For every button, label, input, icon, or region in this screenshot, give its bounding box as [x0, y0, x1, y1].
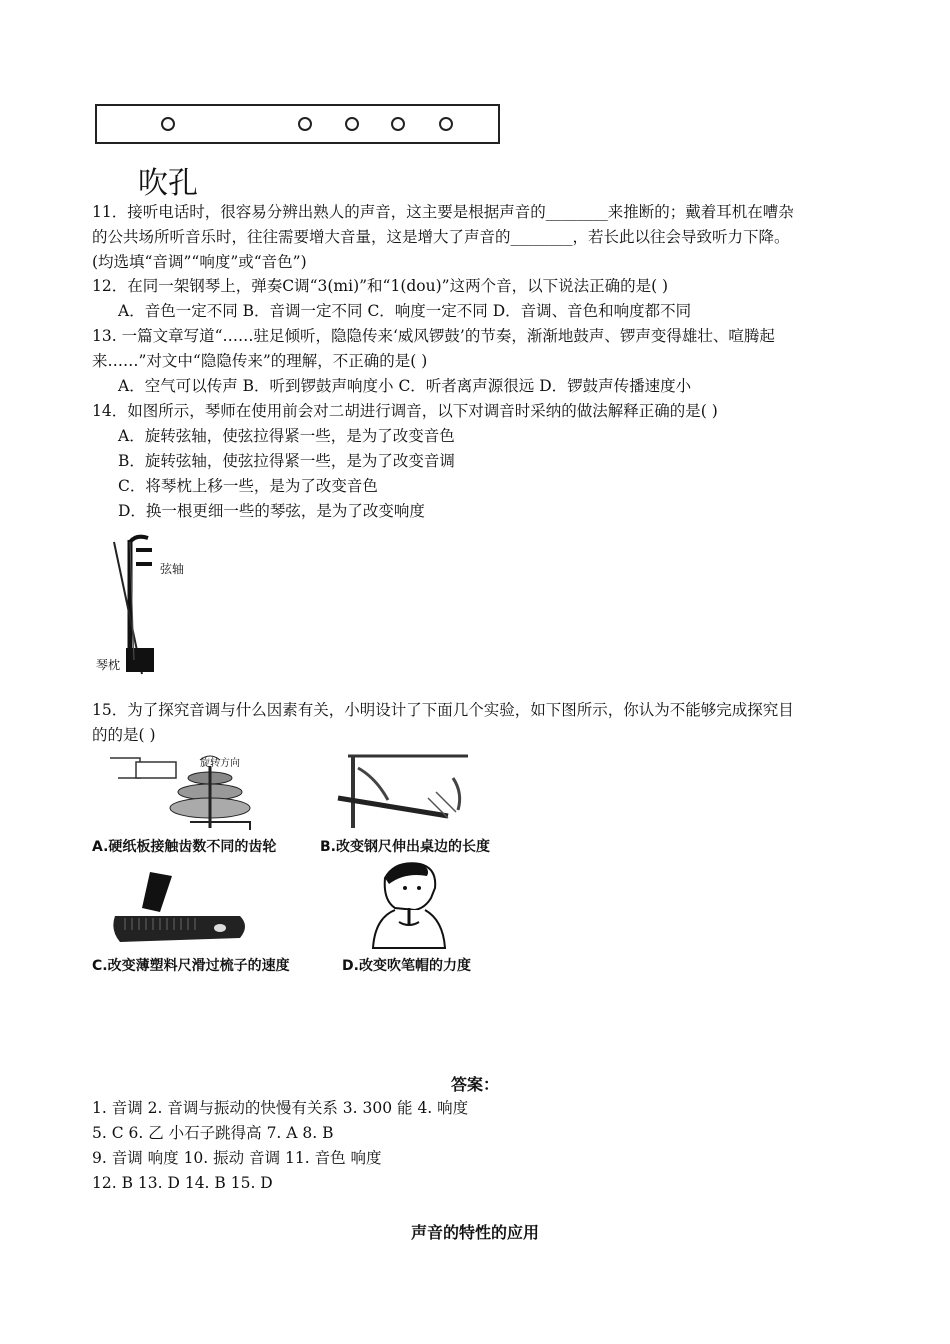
- question-12-stem: 12．在同一架钢琴上，弹奏C调“3(mi)”和“1(dou)”这两个音，以下说法正确的是( ): [92, 277, 669, 295]
- question-14-option-c: C．将琴枕上移一些，是为了改变音色: [118, 477, 378, 495]
- question-12-options: A．音色一定不同 B．音调一定不同 C．响度一定不同 D．音调、音色和响度都不同: [118, 302, 692, 320]
- caption-d: D.改变吹笔帽的力度: [342, 958, 471, 974]
- question-13-options: A．空气可以传声 B．听到锣鼓声响度小 C．听者离声源很远 D．锣鼓声传播速度小: [118, 377, 692, 395]
- question-11-line-1: 11．接听电话时，很容易分辨出熟人的声音，这主要是根据声音的________来推断的；戴着耳机在嘈杂: [92, 203, 794, 221]
- caption-c: C.改变薄塑料尺滑过梳子的速度: [92, 958, 290, 974]
- answers-row-4: 12. B 13. D 14. B 15. D: [92, 1174, 273, 1192]
- answers-title: 答案：: [450, 1075, 499, 1094]
- hole-icon: [298, 117, 312, 131]
- question-15-line-1: 15．为了探究音调与什么因素有关，小明设计了下面几个实验，如下图所示，你认为不能够完成探究目: [92, 701, 794, 719]
- question-13-line-2: 来……”对文中“隐隐传来”的理解，不正确的是( ): [92, 352, 428, 370]
- hole-icon: [161, 117, 175, 131]
- hole-icon: [345, 117, 359, 131]
- blowing-experiment-figure: [365, 858, 455, 950]
- question-14-option-d: D．换一根更细一些的琴弦，是为了改变响度: [118, 502, 425, 520]
- caption-b: B.改变钢尺伸出桌边的长度: [320, 839, 490, 855]
- question-14-option-b: B．旋转弦轴，使弦拉得紧一些，是为了改变音调: [118, 452, 455, 470]
- rotate-direction-label: 旋转方向: [200, 758, 240, 769]
- question-13-line-1: 13. 一篇文章写道“……驻足倾听，隐隐传来‘威风锣鼓’的节奏，渐渐地鼓声、锣声变得雄壮、喧腾起: [92, 327, 775, 345]
- answers-row-3: 9. 音调 响度 10. 振动 音调 11. 音色 响度: [92, 1149, 382, 1167]
- question-15-line-2: 的的是( ): [92, 726, 156, 744]
- comb-experiment-figure: [110, 870, 260, 950]
- question-14-option-a: A．旋转弦轴，使弦拉得紧一些，是为了改变音色: [118, 427, 455, 445]
- question-11-line-3: (均选填“音调”“响度”或“音色”): [92, 253, 307, 271]
- hole-icon: [391, 117, 405, 131]
- gear-experiment-figure: [100, 748, 280, 832]
- flute-diagram: [95, 104, 500, 144]
- caption-a: A.硬纸板接触齿数不同的齿轮: [92, 839, 277, 855]
- next-section-title: 声音的特性的应用: [410, 1223, 539, 1242]
- hole-icon: [439, 117, 453, 131]
- question-11-line-2: 的公共场所听音乐时，往往需要增大音量，这是增大了声音的________，若长此以往会导致听力下降。: [92, 228, 790, 246]
- bridge-label: 琴枕: [96, 658, 121, 672]
- ruler-experiment-figure: [318, 748, 488, 832]
- question-14-stem: 14．如图所示，琴师在使用前会对二胡进行调音，以下对调音时采纳的做法解释正确的是( ): [92, 402, 718, 420]
- blow-hole-label: 吹孔: [138, 166, 198, 201]
- answers-row-2: 5. C 6. 乙 小石子跳得高 7. A 8. B: [92, 1124, 334, 1142]
- answers-row-1: 1. 音调 2. 音调与振动的快慢有关系 3. 300 能 4. 响度: [92, 1099, 469, 1117]
- peg-label: 弦轴: [160, 562, 185, 576]
